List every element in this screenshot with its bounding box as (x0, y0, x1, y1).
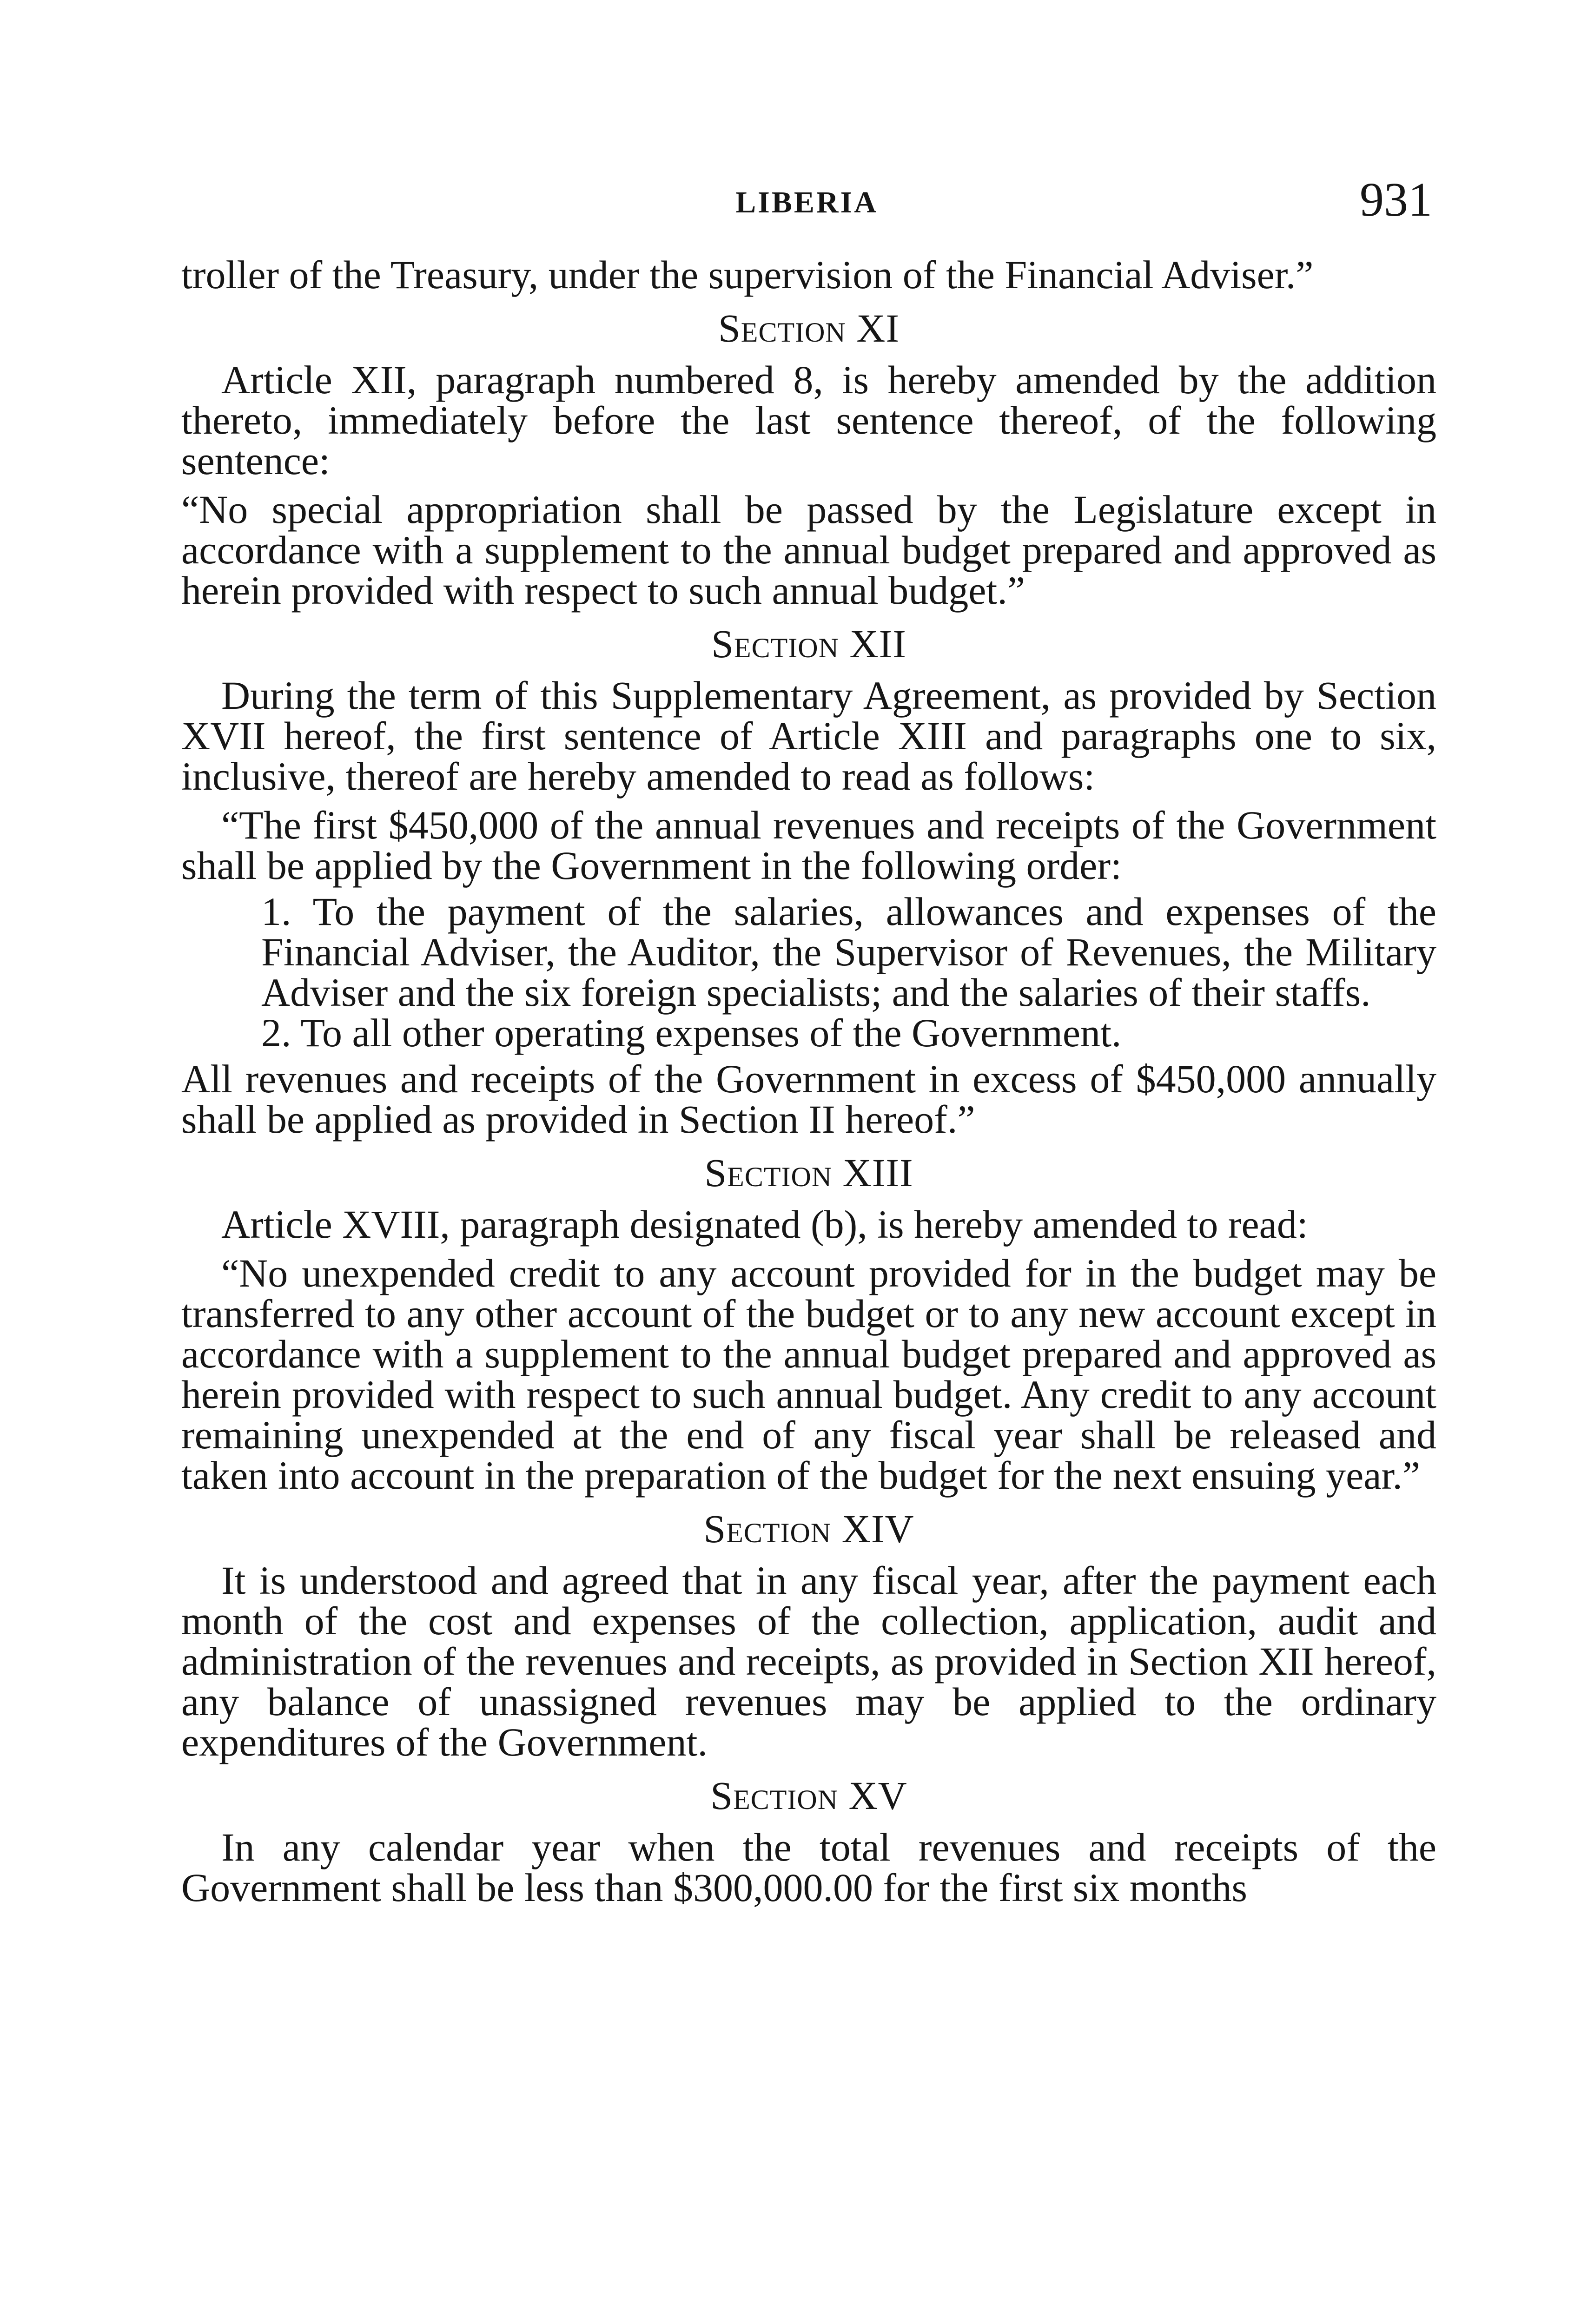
section-xii-list-item-1: 1. To the payment of the salaries, allowances and expenses of the Financial Adviser, the Auditor, the Supervisor of Revenues, the Military Adviser and the six foreign specialists; and the salaries of their staffs. (261, 889, 1436, 1015)
running-title: LIBERIA (735, 185, 878, 219)
section-xii-quotation-end: All revenues and receipts of the Government in excess of $450,000 annually shall be applied as provided in Section II hereof.” (181, 1056, 1436, 1142)
section-xii-heading: Section XII (711, 621, 906, 666)
page-number: 931 (1360, 173, 1432, 226)
section-xii-quotation-intro: “The first $450,000 of the annual revenues and receipts of the Government shall be applied by the Government in the following order: (181, 803, 1436, 888)
section-xii-list-item-2: 2. To all other operating expenses of the Government. (261, 1010, 1122, 1055)
section-xv-paragraph: In any calendar year when the total revenues and receipts of the Government shall be less than $300,000.00 for the first six months (181, 1825, 1436, 1910)
section-xi-paragraph: Article XII, paragraph numbered 8, is hereby amended by the addition thereto, immediately before the last sentence thereof, of the following sentence: (181, 357, 1436, 483)
section-xv-heading: Section XV (710, 1773, 907, 1818)
section-xi-heading: Section XI (718, 306, 900, 350)
continuation-paragraph: troller of the Treasury, under the supervision of the Financial Adviser.” (181, 252, 1314, 297)
section-xiii-quotation: “No unexpended credit to any account provided for in the budget may be transferred to any other account of the budget or to any new account except in accordance with a supplement to the annual budget prepared and approved as herein provided with respect to such annual budget. Any credit to any account remaining unexpended at the end of any fiscal year shall be released and taken into account in the preparation of the budget for the next ensuing year.” (181, 1251, 1436, 1498)
section-xii-paragraph: During the term of this Supplementary Agreement, as provided by Section XVII hereof, the first sentence of Article XIII and paragraphs one to six, inclusive, thereof are hereby amended to read as follows: (181, 673, 1436, 799)
section-xiii-paragraph: Article XVIII, paragraph designated (b), is hereby amended to read: (221, 1202, 1308, 1247)
section-xiii-heading: Section XIII (704, 1150, 913, 1195)
section-xi-quotation: “No special appropriation shall be passed by the Legislature except in accordance with a supplement to the annual budget prepared and approved as herein provided with respect to such annual budget.” (181, 487, 1436, 613)
section-xiv-paragraph: It is understood and agreed that in any fiscal year, after the payment each month of the cost and expenses of the collection, application, audit and administration of the revenues and receipts, as provided in Section XII hereof, any balance of unassigned revenues may be applied to the ordinary expenditures of the Government. (181, 1558, 1436, 1764)
section-xiv-heading: Section XIV (703, 1506, 914, 1551)
page-header (181, 172, 1432, 232)
body-text (181, 252, 1436, 1910)
